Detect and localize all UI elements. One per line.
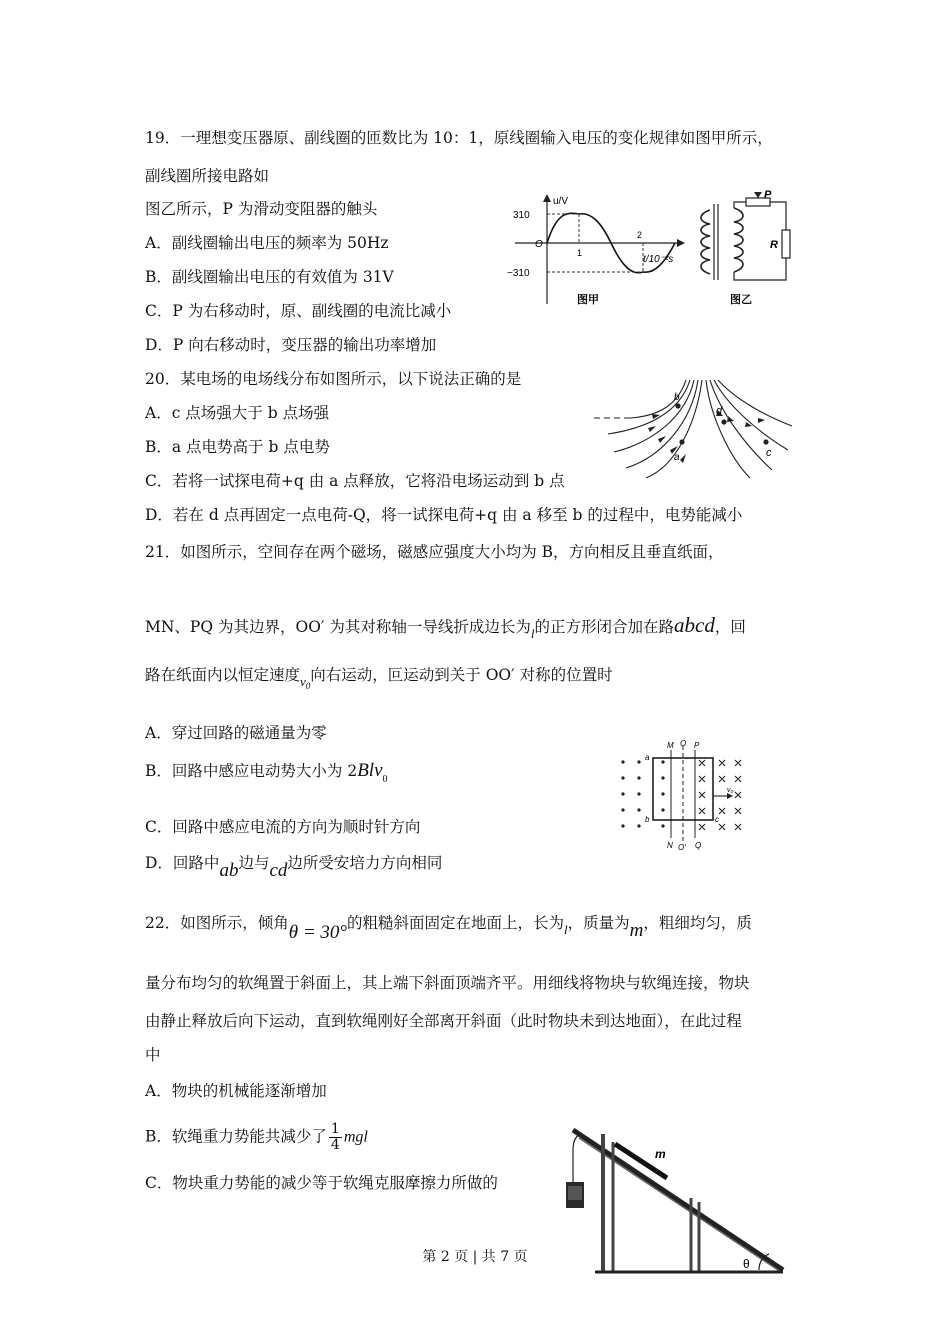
q22-rope-mass-label: m <box>655 1147 666 1161</box>
q19-option-d: D．P 向右移动时，变压器的输出功率增加 <box>145 336 437 354</box>
q19-yi-label-p: P <box>764 190 772 201</box>
q19-option-c: C．P 为右移动时，原、副线圈的电流比减小 <box>145 302 452 320</box>
q19-jia-tick-1: 1 <box>577 248 583 258</box>
q22-fraction-denominator: 4 <box>330 1137 340 1153</box>
q22-angle-label: θ <box>743 1257 750 1271</box>
q22-option-b-text: B．软绳重力势能共减少了 <box>145 1127 327 1146</box>
q21-option-b-subscript: 0 <box>382 774 388 785</box>
q21-velocity-subscript: 0 <box>305 681 311 691</box>
q22-fraction-numerator: 1 <box>330 1121 340 1137</box>
q21-option-b-text: B．回路中感应电动势大小为 2 <box>145 762 358 780</box>
q19-jia-x-axis-label: t/10⁻²s <box>643 254 674 265</box>
q21-velocity-label: v₀ <box>727 787 734 794</box>
q21-stem-line3 <box>145 664 613 697</box>
q21-stem-line1: 21．如图所示，空间存在两个磁场，磁感应强度大小均为 B，方向相反且垂直纸面， <box>145 543 724 561</box>
q19-figure-yi <box>688 190 800 310</box>
q22-stem-line1-part3: ，质量为 <box>567 914 630 932</box>
q22-stem-line4: 中 <box>145 1046 161 1064</box>
q21-corner-a: a <box>645 753 650 762</box>
q19-stem-line3: 图乙所示，P 为滑动变阻器的触头 <box>145 200 378 218</box>
q21-label-o-top: O <box>680 739 687 748</box>
q20-option-d: D．若在 d 点再固定一点电荷-Q，将一试探电荷+q 由 a 移至 b 的过程中，电势能减小 <box>145 506 743 524</box>
q21-option-b-expression: Blv <box>357 760 383 781</box>
q20-point-d-label: d <box>716 405 723 417</box>
q19-jia-tick-2: 2 <box>637 230 643 240</box>
q21-corner-b: b <box>645 815 650 824</box>
q21-label-n: N <box>667 841 673 850</box>
q22-mass-symbol: m <box>629 920 644 941</box>
q19-jia-caption: 图甲 <box>577 294 599 306</box>
q21-side-cd-symbol: cd <box>269 860 288 881</box>
q21-option-a: A．穿过回路的磁通量为零 <box>145 724 327 742</box>
q21-side-ab-symbol: ab <box>219 860 239 881</box>
q21-option-d-part3: 边所受安培力方向相同 <box>287 854 443 872</box>
q19-jia-y-axis-label: u/V <box>553 196 569 207</box>
q21-stem-line2-part1: MN、PQ 为其边界，OO′ 为其对称轴一导线折成边长为 <box>145 618 531 636</box>
q19-yi-label-r: R <box>770 239 778 251</box>
q21-stem-line2-part3: ，回 <box>714 618 746 636</box>
q22-stem-line3: 由静止释放后向下运动，直到软绳刚好全部离开斜面（此时物块未到达地面），在此过程 <box>145 1012 742 1030</box>
q22-option-b-fraction <box>329 1122 342 1153</box>
q21-loop-symbol: abcd <box>674 613 715 637</box>
q22-stem-line1-part1: 22．如图所示，倾角 <box>145 914 289 932</box>
q20-stem: 20．某电场的电场线分布如图所示，以下说法正确的是 <box>145 370 522 388</box>
q21-side-length-symbol: l <box>530 626 535 641</box>
q19-jia-origin: O <box>535 239 543 250</box>
q20-option-b: B．a 点电势高于 b 点电势 <box>145 438 330 456</box>
q22-option-a: A．物块的机械能逐渐增加 <box>145 1082 327 1100</box>
q22-option-c: C．物块重力势能的减少等于软绳克服摩擦力所做的 <box>145 1174 498 1192</box>
q20-point-a-label: a <box>674 452 680 463</box>
q21-label-m: M <box>667 741 674 750</box>
q21-stem-line3-part1: 路在纸面内以恒定速度 <box>145 666 301 684</box>
q21-label-q: Q <box>695 841 702 850</box>
q21-option-c: C．回路中感应电流的方向为顺时针方向 <box>145 818 421 836</box>
q22-option-b <box>145 1122 368 1153</box>
q22-stem-line1-part4: ，粗细均匀，质 <box>643 914 752 932</box>
q22-option-b-expression: mgl <box>343 1128 368 1146</box>
q21-velocity-symbol: v <box>300 674 306 689</box>
q21-option-d <box>145 852 442 882</box>
q20-point-c-label: c <box>766 447 772 459</box>
q19-yi-caption: 图乙 <box>730 294 752 306</box>
q19-jia-y-min: −310 <box>507 268 530 279</box>
q20-option-c: C．若将一试探电荷+q 由 a 点释放，它将沿电场运动到 b 点 <box>145 472 565 490</box>
q21-stem-line2-part2: 的正方形闭合加在路 <box>534 618 674 636</box>
q19-stem-line2: 副线圈所接电路如 <box>145 167 270 185</box>
q21-option-d-part1: D．回路中 <box>145 854 220 872</box>
q19-figure-jia <box>505 192 685 310</box>
q20-field-lines-figure <box>590 376 795 480</box>
page-footer: 第 2 页 | 共 7 页 <box>422 1249 528 1265</box>
q21-option-b <box>145 760 388 791</box>
q21-option-d-part2: 边与 <box>238 854 270 872</box>
q20-point-b-label: b <box>674 392 680 403</box>
q21-stem-line2 <box>145 614 746 645</box>
q19-stem-line1: 19．一理想变压器原、副线圈的匝数比为 10：1，原线圈输入电压的变化规律如图甲所示， <box>145 129 773 147</box>
q21-label-o-bottom: O′ <box>678 843 686 850</box>
q22-stem-line2: 量分布均匀的软绳置于斜面上，其上端下斜面顶端齐平。用细线将物块与软绳连接，物块 <box>145 974 750 992</box>
q19-jia-y-max: 310 <box>513 210 530 221</box>
q21-corner-c: c <box>715 815 719 824</box>
q19-option-a: A．副线圈输出电压的频率为 50Hz <box>145 234 389 252</box>
q19-option-b: B．副线圈输出电压的有效值为 31V <box>145 268 394 286</box>
q21-magnetic-field-figure <box>615 738 755 850</box>
q21-stem-line3-part2: 向右运动，叵运动到关于 OO′ 对称的位置时 <box>310 666 613 684</box>
q22-stem-line1 <box>145 912 752 944</box>
q20-option-a: A．c 点场强大于 b 点场强 <box>145 404 330 422</box>
q22-stem-line1-part2: 的粗糙斜面固定在地面上，长为 <box>347 914 565 932</box>
q22-length-symbol: l <box>564 922 568 937</box>
q22-angle-expression: θ = 30° <box>288 922 347 943</box>
q21-label-p: P <box>694 741 700 750</box>
